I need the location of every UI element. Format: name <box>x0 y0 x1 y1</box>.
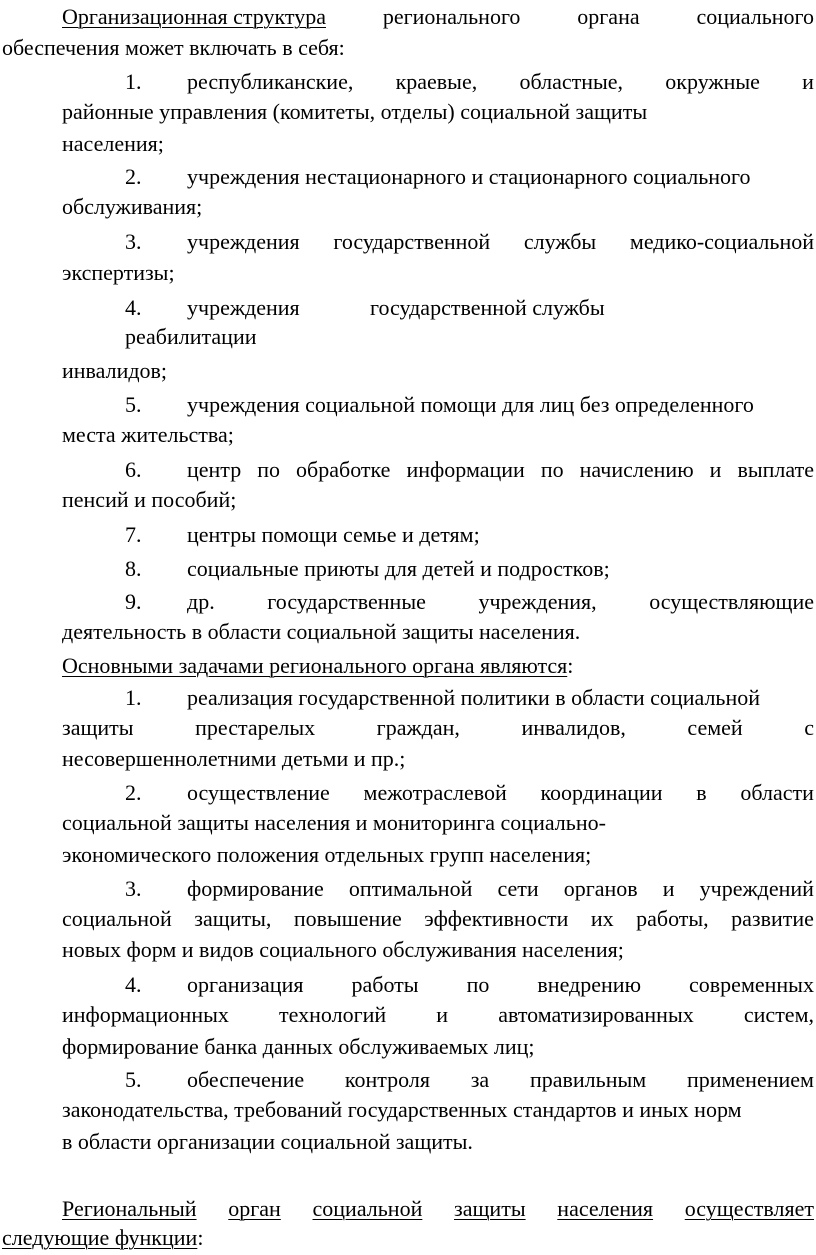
list-item-line: обслуживания; <box>62 194 203 219</box>
list-item-line <box>62 715 814 741</box>
word: внедрению <box>537 972 641 997</box>
list-number: 7. <box>125 522 142 547</box>
list-item-line: в области организации социальной защиты. <box>62 1129 473 1154</box>
heading-word: регионального <box>382 4 521 29</box>
list-number: 6. <box>125 457 142 482</box>
word: оптимальной <box>348 876 473 901</box>
word: контроля <box>344 1067 430 1092</box>
word: в <box>696 780 707 805</box>
list-item-line: учреждения нестационарного и стационарного социального <box>187 164 751 189</box>
list-item-line <box>187 876 814 902</box>
word: и <box>436 1002 449 1027</box>
section2-heading <box>62 653 573 679</box>
word: области <box>740 780 814 805</box>
heading-underlined-text: Основными задачами регионального органа являются <box>62 653 568 678</box>
word: и <box>709 457 722 482</box>
list-number: 2. <box>125 780 142 805</box>
list-item-line <box>187 780 814 806</box>
word: информации <box>406 457 525 482</box>
section1-heading-continuation: обеспечения может включать в себя: <box>2 35 345 60</box>
list-item-line: деятельность в области социальной защиты населения. <box>62 619 581 644</box>
word: и <box>662 876 675 901</box>
list-item-line <box>187 589 814 615</box>
word: по <box>257 457 281 482</box>
list-number: 2. <box>125 164 142 189</box>
list-item-line: новых форм и видов социального обслуживания населения; <box>62 937 624 962</box>
word: окружные <box>665 69 760 94</box>
list-item-line: законодательства, требований государственных стандартов и иных норм <box>62 1097 742 1122</box>
word: социальной <box>62 906 172 931</box>
word: учреждения <box>187 229 300 254</box>
section1-heading <box>62 4 814 30</box>
word: центр <box>187 457 242 482</box>
word: повышение <box>293 906 402 931</box>
list-item-line <box>187 1067 814 1093</box>
list-item-line: экономического положения отдельных групп населения; <box>62 842 592 867</box>
word: начислению <box>579 457 694 482</box>
word: инвалидов, <box>521 715 626 740</box>
word: современных <box>689 972 814 997</box>
word: межотраслевой <box>363 780 507 805</box>
word: государственные <box>267 589 426 614</box>
word: осуществление <box>187 780 330 805</box>
word: защиты <box>62 715 134 740</box>
word: обработке <box>296 457 391 482</box>
word: социальной <box>312 1196 423 1221</box>
word: технологий <box>279 1002 387 1027</box>
list-item-line: центры помощи семье и детям; <box>187 522 480 547</box>
word: государственной <box>333 229 491 254</box>
heading-colon: : <box>197 1225 204 1250</box>
list-number: 4. <box>125 295 142 320</box>
list-number: 3. <box>125 229 142 254</box>
word: др. <box>187 589 215 614</box>
word: выплате <box>737 457 814 482</box>
word: работы, <box>636 906 709 931</box>
word: работы <box>351 972 419 997</box>
list-item-line: учреждения <box>187 295 300 320</box>
word: населения <box>557 1196 654 1221</box>
heading-word: органа <box>577 4 640 29</box>
word: органов <box>563 876 638 901</box>
list-number: 1. <box>125 69 142 94</box>
word: учреждения, <box>478 589 597 614</box>
word: сети <box>497 876 539 901</box>
word: осуществляющие <box>649 589 814 614</box>
word: учреждений <box>699 876 814 901</box>
word: осуществляет <box>684 1196 814 1221</box>
word: развитие <box>731 906 814 931</box>
list-item-line <box>187 229 814 255</box>
list-number: 9. <box>125 589 142 614</box>
heading-word: социального <box>696 4 814 29</box>
word: правильным <box>529 1067 647 1092</box>
heading-colon: : <box>567 653 574 678</box>
word: областные, <box>519 69 624 94</box>
list-item-line: экспертизы; <box>62 260 175 285</box>
list-item-line: несовершеннолетними детьми и пр.; <box>62 746 406 771</box>
list-item-line: реабилитации <box>125 324 257 349</box>
word: и <box>802 69 814 94</box>
word: службы <box>523 229 597 254</box>
word: орган <box>228 1196 281 1221</box>
word: престарелых <box>195 715 316 740</box>
list-item-line: места жительства; <box>62 422 234 447</box>
list-number: 1. <box>125 685 142 710</box>
heading-underlined-text: следующие функции <box>2 1225 198 1250</box>
list-number: 5. <box>125 392 142 417</box>
list-item-line: государственной службы <box>370 295 605 320</box>
list-item-line <box>62 906 814 932</box>
section3-heading <box>62 1196 814 1222</box>
word: семей <box>687 715 743 740</box>
word: с <box>804 715 814 740</box>
word: за <box>470 1067 490 1092</box>
word: республиканские, <box>187 69 354 94</box>
list-number: 5. <box>125 1067 142 1092</box>
list-number: 8. <box>125 556 142 581</box>
word: защиты <box>454 1196 526 1221</box>
list-item-line: формирование банка данных обслуживаемых лиц; <box>62 1034 535 1059</box>
heading-underlined-text: Организационная структура <box>62 4 326 29</box>
list-item-line: реализация государственной политики в области социальной <box>187 685 760 710</box>
word: граждан, <box>376 715 460 740</box>
list-item-line: населения; <box>62 131 164 156</box>
word: обеспечение <box>187 1067 305 1092</box>
list-item-line <box>187 69 814 95</box>
list-item-line: пенсий и пособий; <box>62 487 237 512</box>
word: эффективности <box>424 906 569 931</box>
word: автоматизированных <box>498 1002 694 1027</box>
word: защиты, <box>194 906 272 931</box>
word: применением <box>686 1067 814 1092</box>
list-number: 3. <box>125 876 142 901</box>
list-item-line: учреждения социальной помощи для лиц без определенного <box>187 392 754 417</box>
word: Региональный <box>62 1196 197 1221</box>
word: организация <box>187 972 304 997</box>
list-item-line <box>187 457 814 483</box>
word: их <box>590 906 614 931</box>
list-number: 4. <box>125 972 142 997</box>
list-item-line: районные управления (комитеты, отделы) социальной защиты <box>62 99 648 124</box>
word: по <box>540 457 564 482</box>
list-item-line <box>187 972 814 998</box>
list-item-line: социальные приюты для детей и подростков; <box>187 556 610 581</box>
word: краевые, <box>395 69 478 94</box>
word: медико-социальной <box>629 229 814 254</box>
word: координации <box>540 780 663 805</box>
word: информационных <box>62 1002 229 1027</box>
section3-heading-continuation <box>2 1225 203 1251</box>
word: систем, <box>743 1002 814 1027</box>
list-item-line: инвалидов; <box>62 358 168 383</box>
word: по <box>466 972 490 997</box>
list-item-line: социальной защиты населения и мониторинга социально- <box>62 810 606 835</box>
word: формирование <box>187 876 324 901</box>
list-item-line <box>62 1002 814 1028</box>
